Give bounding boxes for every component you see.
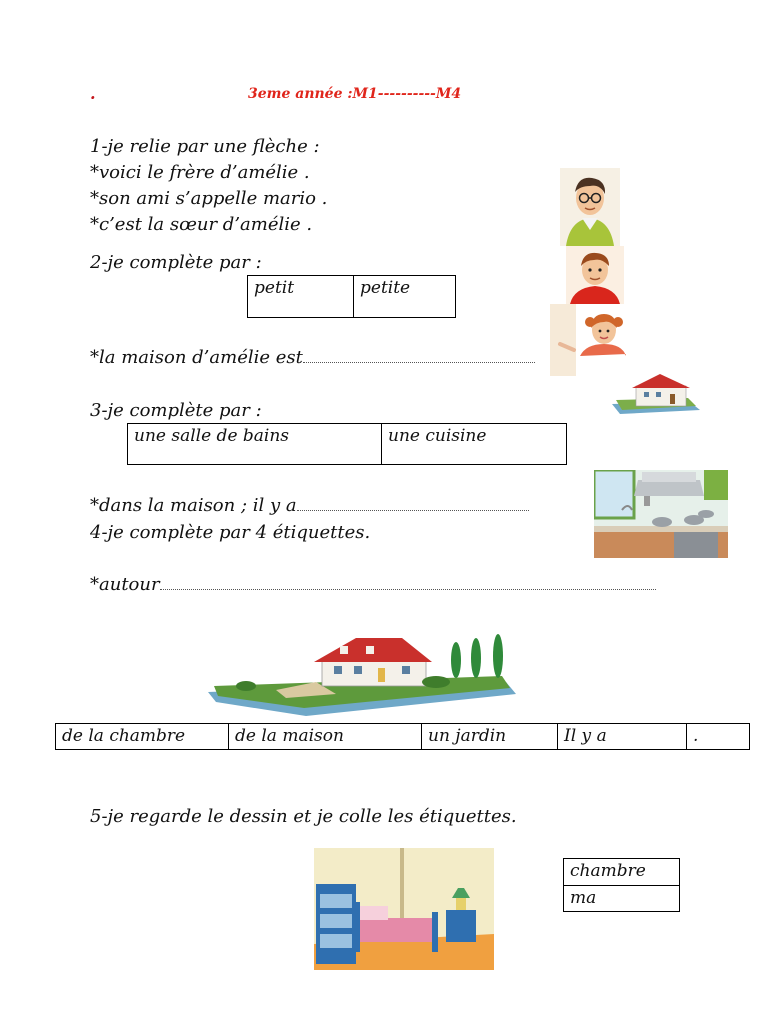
ex1-line-3: *c’est la sœur d’amélie . — [90, 214, 313, 235]
word-label[interactable]: une salle de bains — [128, 424, 382, 465]
word-label[interactable]: une cuisine — [382, 424, 567, 465]
ex2-word-table — [247, 275, 456, 318]
word-label[interactable]: petite — [354, 276, 456, 318]
worksheet-title: 3eme année :M1----------M4 — [248, 86, 462, 102]
house-garden-picture — [206, 632, 518, 718]
answer-blank[interactable] — [160, 575, 656, 590]
boy-red-shirt-picture — [566, 246, 624, 304]
label-il-y-a[interactable]: Il y a — [558, 724, 687, 750]
ex4-sentence-text: *autour — [90, 574, 160, 595]
small-house-picture — [610, 372, 702, 416]
label-un-jardin[interactable]: un jardin — [422, 724, 558, 750]
label-period[interactable]: . — [687, 724, 750, 750]
ex3-sentence-text: *dans la maison ; il y a — [90, 495, 297, 516]
girl-amelie-picture — [550, 304, 630, 376]
answer-blank[interactable] — [303, 348, 535, 363]
ex3-word-table — [127, 423, 567, 465]
ex5-label-table — [563, 858, 680, 912]
bedroom-picture — [314, 848, 494, 970]
kitchen-picture — [594, 470, 728, 558]
ex3-sentence — [90, 493, 529, 519]
ex1-line-2: *son ami s’appelle mario . — [90, 188, 328, 209]
ex2-sentence — [90, 345, 535, 371]
boy-glasses-picture — [560, 168, 620, 246]
ex4-title: 4-je complète par 4 étiquettes. — [90, 522, 371, 543]
ex2-title: 2-je complète par : — [90, 252, 262, 273]
word-label[interactable]: petit — [248, 276, 354, 318]
header-dot: . — [90, 84, 96, 103]
ex1-title: 1-je relie par une flèche : — [90, 136, 320, 157]
label-chambre[interactable]: chambre — [564, 859, 680, 886]
ex4-sentence — [90, 572, 656, 598]
answer-blank[interactable] — [297, 496, 529, 511]
ex5-title: 5-je regarde le dessin et je colle les étiquettes. — [90, 806, 517, 827]
ex1-line-1: *voici le frère d’amélie . — [90, 162, 310, 183]
label-ma[interactable]: ma — [564, 885, 680, 912]
ex4-label-table — [55, 723, 750, 750]
label-de-la-chambre[interactable]: de la chambre — [56, 724, 229, 750]
ex3-title: 3-je complète par : — [90, 400, 262, 421]
ex2-sentence-text: *la maison d’amélie est — [90, 347, 303, 368]
label-de-la-maison[interactable]: de la maison — [229, 724, 422, 750]
